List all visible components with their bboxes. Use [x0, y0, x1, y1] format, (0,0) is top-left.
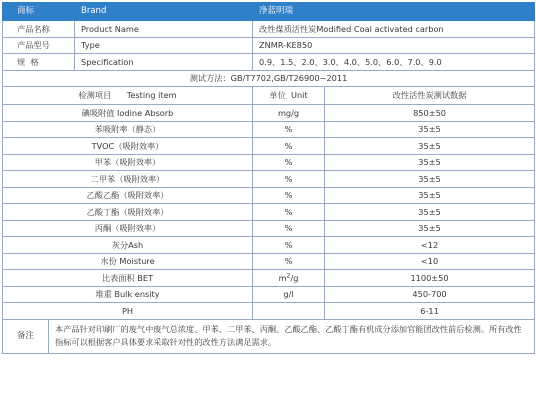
table-row — [3, 253, 535, 270]
row-item: 甲苯（吸附效率） — [3, 154, 253, 171]
row-value: 35±5 — [325, 138, 535, 155]
column-header-item: 检测项目 Testing item — [3, 87, 253, 105]
row-item: 乙酸乙酯（吸附效率） — [3, 187, 253, 204]
row-unit: % — [253, 171, 325, 188]
row-unit: % — [253, 187, 325, 204]
row-unit — [253, 303, 325, 320]
product-name-value: 改性煤质活性炭Modified Coal activated carbon — [253, 21, 535, 38]
product-name-row — [3, 21, 535, 38]
brand-value: 净蓝明瑞 — [253, 3, 535, 21]
specification-row — [3, 54, 535, 71]
row-unit-tail: /g — [290, 272, 299, 283]
brand-label-en: Brand — [75, 3, 253, 21]
row-value: 35±5 — [325, 171, 535, 188]
specification-label-en: Specification — [75, 54, 253, 71]
row-value: 6-11 — [325, 303, 535, 320]
row-value: <10 — [325, 253, 535, 270]
product-type-label-cn: 产品型号 — [3, 37, 75, 54]
test-method: 测试方法：GB/T7702,GB/T26900~2011 — [3, 70, 535, 87]
brand-label-cn: 商标 — [3, 3, 75, 21]
row-value: <12 — [325, 237, 535, 254]
row-item: 堆重 Bulk ensity — [3, 286, 253, 303]
row-item: PH — [3, 303, 253, 320]
column-header-row — [3, 87, 535, 105]
row-unit — [253, 270, 325, 287]
row-unit: % — [253, 154, 325, 171]
specification-value: 0.9、1.5、2.0、3.0、4.0、5.0、6.0、7.0、9.0 — [253, 54, 535, 71]
table-row — [3, 204, 535, 221]
table-row — [3, 187, 535, 204]
row-value: 850±50 — [325, 105, 535, 122]
row-item: 乙酸丁酯（吸附效率） — [3, 204, 253, 221]
column-header-unit: 单位 Unit — [253, 87, 325, 105]
product-name-label-cn: 产品名称 — [3, 21, 75, 38]
table-row — [3, 286, 535, 303]
row-value: 35±5 — [325, 154, 535, 171]
row-unit: % — [253, 253, 325, 270]
row-value: 35±5 — [325, 121, 535, 138]
row-unit: % — [253, 237, 325, 254]
notes-text: 本产品针对印刷厂的废气中废气总浓度、甲苯、二甲苯、丙酮、乙酸乙酯、乙酸丁酯有机成分添加官能团改性前后检测。所有改性指标可以根据客户具体要求采取针对性的改性方法满足需求。 — [49, 319, 535, 353]
product-type-row — [3, 37, 535, 54]
notes-label: 备注 — [3, 319, 49, 353]
table-row — [3, 237, 535, 254]
row-value: 35±5 — [325, 220, 535, 237]
product-name-label-en: Product Name — [75, 21, 253, 38]
column-header-data: 改性活性炭测试数据 — [325, 87, 535, 105]
specification-label-cn: 规 格 — [3, 54, 75, 71]
table-row — [3, 121, 535, 138]
row-value: 35±5 — [325, 187, 535, 204]
table-row — [3, 171, 535, 188]
row-item: 苯吸附率（静态） — [3, 121, 253, 138]
table-row — [3, 220, 535, 237]
table-row — [3, 154, 535, 171]
notes-row — [3, 319, 535, 353]
table-row — [3, 270, 535, 287]
row-value: 35±5 — [325, 204, 535, 221]
row-unit: % — [253, 204, 325, 221]
row-unit: % — [253, 121, 325, 138]
product-type-label-en: Type — [75, 37, 253, 54]
row-item: 丙酮（吸附效率） — [3, 220, 253, 237]
spec-table — [2, 2, 535, 354]
product-spec-sheet — [2, 2, 534, 354]
row-unit: % — [253, 138, 325, 155]
row-item: 水份 Moisture — [3, 253, 253, 270]
row-unit: mg/g — [253, 105, 325, 122]
table-row — [3, 303, 535, 320]
row-item: 二甲苯（吸附效率） — [3, 171, 253, 188]
row-unit-superscript: 2 — [286, 271, 291, 279]
table-row — [3, 138, 535, 155]
table-row — [3, 105, 535, 122]
row-unit-base: m — [278, 272, 287, 283]
product-type-value: ZNMR-KE850 — [253, 37, 535, 54]
row-item: TVOC（吸附效率） — [3, 138, 253, 155]
row-item: 碘吸附值 Iodine Absorb — [3, 105, 253, 122]
test-method-row — [3, 70, 535, 87]
row-item: 灰分Ash — [3, 237, 253, 254]
row-item: 比表面积 BET — [3, 270, 253, 287]
row-value: 450-700 — [325, 286, 535, 303]
row-unit: g/l — [253, 286, 325, 303]
row-unit: % — [253, 220, 325, 237]
header-row — [3, 3, 535, 21]
row-value: 1100±50 — [325, 270, 535, 287]
